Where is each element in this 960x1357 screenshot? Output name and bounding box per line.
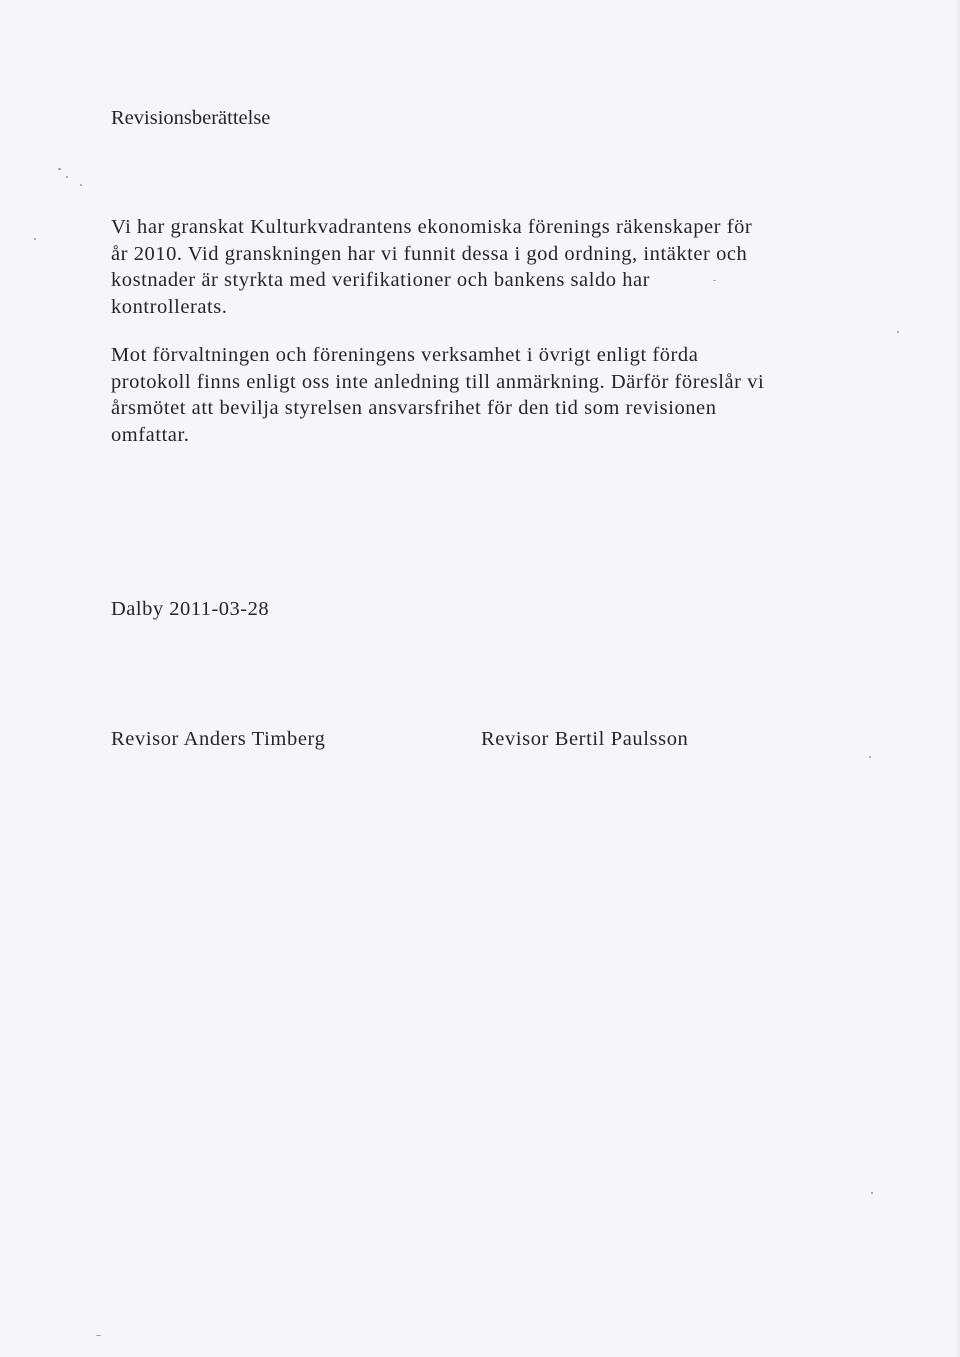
scan-speck xyxy=(871,1192,873,1194)
paragraph-line: kontrollerats. xyxy=(111,295,228,318)
paragraph-line: kostnader är styrkta med verifikationer och bankens saldo har xyxy=(111,269,651,291)
signature-auditor-1: Revisor Anders Timberg xyxy=(111,728,326,750)
scan-speck xyxy=(34,238,36,240)
scan-speck xyxy=(869,756,871,758)
scan-speck xyxy=(96,1335,101,1336)
scan-speck xyxy=(80,184,82,186)
paragraph-discharge-recommendation xyxy=(111,342,764,448)
scan-speck xyxy=(713,280,716,281)
paragraph-line: Vi har granskat Kulturkvadrantens ekonomiska förenings räkenskaper för xyxy=(111,216,753,238)
paragraph-line: år 2010. Vid granskningen har vi funnit dessa i god ordning, intäkter och xyxy=(111,242,748,265)
paragraph-line: omfattar. xyxy=(111,423,190,446)
paragraph-line: Mot förvaltningen och föreningens verksamhet i övrigt enligt förda xyxy=(111,344,699,366)
scan-speck xyxy=(58,168,61,170)
document-title: Revisionsberättelse xyxy=(111,107,271,129)
page-edge-shadow xyxy=(954,0,960,1357)
scan-speck xyxy=(897,331,899,333)
scan-speck xyxy=(66,176,68,178)
paragraph-audit-statement xyxy=(111,214,752,320)
paragraph-line: protokoll finns enligt oss inte anledning till anmärkning. Därför föreslår vi xyxy=(111,370,765,393)
signature-auditor-2: Revisor Bertil Paulsson xyxy=(481,728,689,750)
place-and-date: Dalby 2011-03-28 xyxy=(111,598,270,620)
paragraph-line: årsmötet att bevilja styrelsen ansvarsfrihet för den tid som revisionen xyxy=(111,397,717,419)
